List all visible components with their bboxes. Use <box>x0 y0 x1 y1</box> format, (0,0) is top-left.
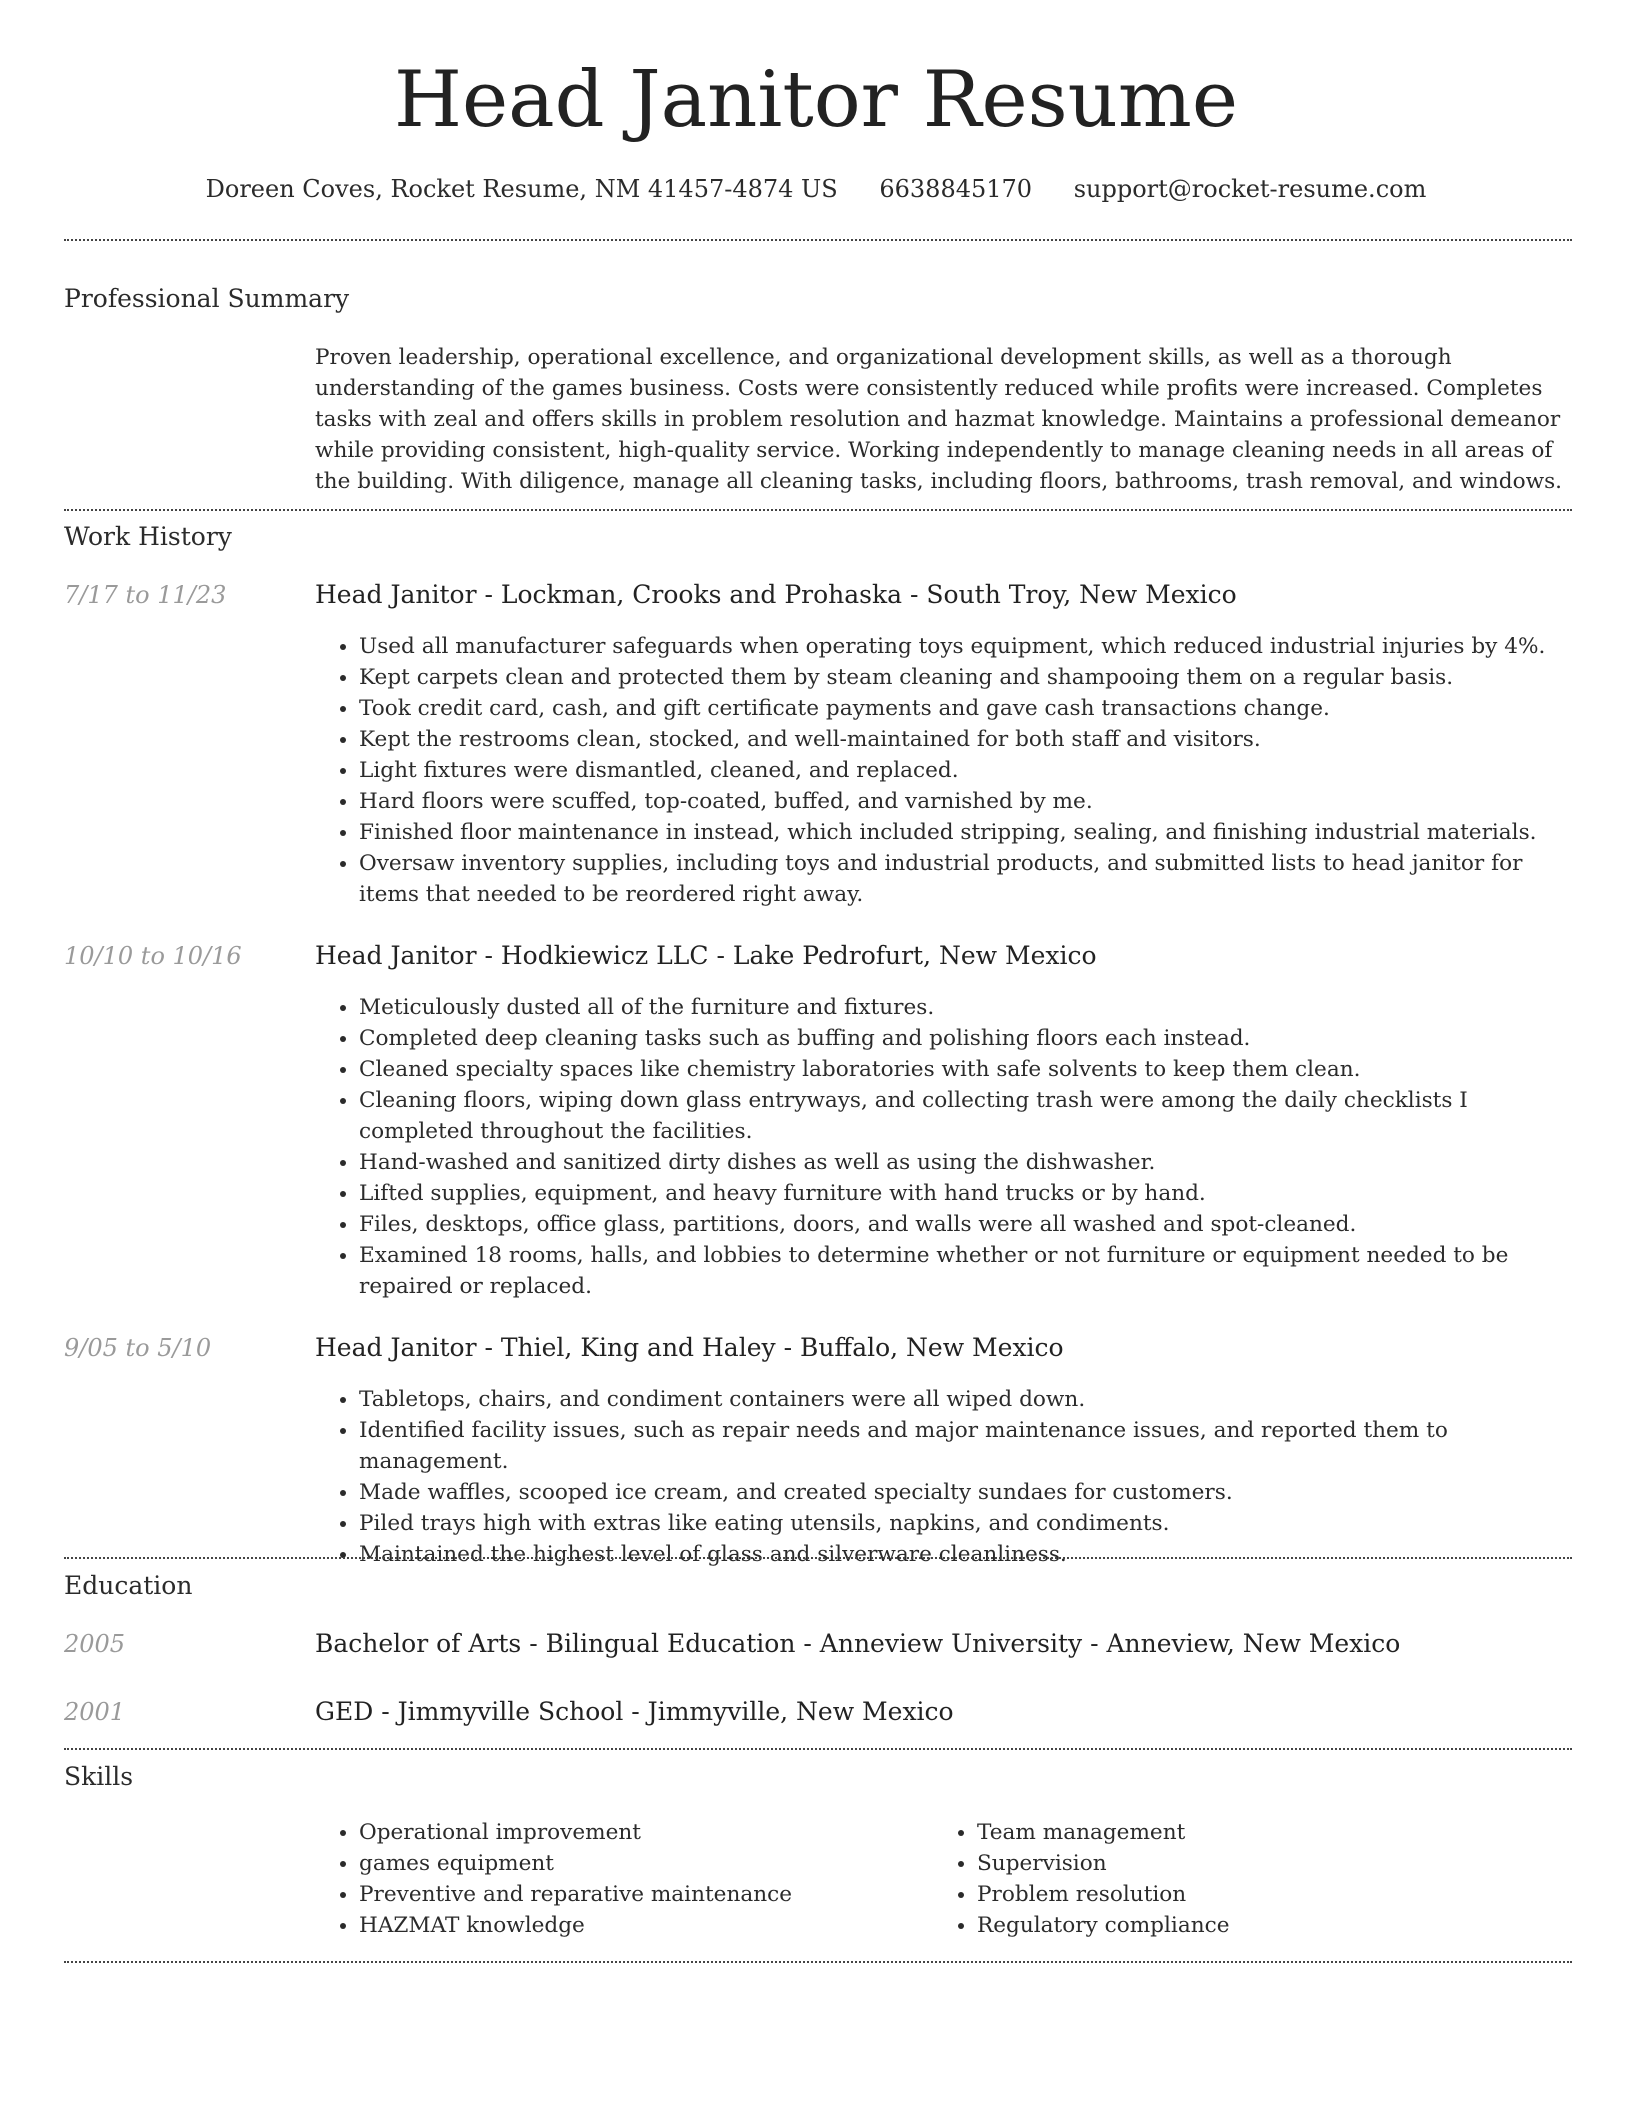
list-item: • Piled trays high with extras like eating utensils, napkins, and condiments. <box>359 1508 1572 1539</box>
education-year: 2001 <box>64 1698 126 1726</box>
list-item: • Hard floors were scuffed, top-coated, buffed, and varnished by me. <box>359 786 1572 817</box>
job-title: Head Janitor - Thiel, King and Haley - Buffalo, New Mexico <box>315 1333 1064 1362</box>
contact-email: support@rocket-resume.com <box>1073 175 1427 203</box>
list-item: • Light fixtures were dismantled, cleaned, and replaced. <box>359 755 1572 786</box>
job-dates: 9/05 to 5/10 <box>64 1334 212 1362</box>
resume-title: Head Janitor Resume <box>393 55 1239 145</box>
section-heading-summary: Professional Summary <box>64 284 350 313</box>
list-item: • Regulatory compliance <box>977 1910 1533 1941</box>
list-item: • Hand-washed and sanitized dirty dishes as well as using the dishwasher. <box>359 1147 1572 1178</box>
list-item: • Completed deep cleaning tasks such as buffing and polishing floors each instead. <box>359 1023 1572 1054</box>
list-item: • Tabletops, chairs, and condiment containers were all wiped down. <box>359 1384 1572 1415</box>
skills-list-right <box>933 1817 1533 1941</box>
list-item: • Finished floor maintenance in instead, which included stripping, sealing, and finishing industrial materials. <box>359 817 1572 848</box>
list-item: • Oversaw inventory supplies, including toys and industrial products, and submitted lists to head janitor for items that needed to be reordered right away. <box>359 848 1572 910</box>
list-item: • Examined 18 rooms, halls, and lobbies to determine whether or not furniture or equipment needed to be repaired or replaced. <box>359 1240 1572 1302</box>
list-item: • Took credit card, cash, and gift certificate payments and gave cash transactions change. <box>359 693 1572 724</box>
contact-phone: 6638845170 <box>879 175 1033 203</box>
job-duties-list <box>315 992 1572 1302</box>
list-item: • Supervision <box>977 1848 1533 1879</box>
job-title: Head Janitor - Lockman, Crooks and Prohaska - South Troy, New Mexico <box>315 580 1237 609</box>
skills-list-left <box>315 1817 915 1941</box>
list-item: • Files, desktops, office glass, partitions, doors, and walls were all washed and spot-cleaned. <box>359 1209 1572 1240</box>
education-entry: GED - Jimmyville School - Jimmyville, New Mexico <box>315 1697 954 1726</box>
education-entry: Bachelor of Arts - Bilingual Education - Anneview University - Anneview, New Mexico <box>315 1629 1401 1658</box>
list-item: • Cleaning floors, wiping down glass entryways, and collecting trash were among the daily checklists I completed throughout the facilities. <box>359 1085 1572 1147</box>
divider <box>64 1961 1572 1963</box>
list-item: • Maintained the highest level of glass and silverware cleanliness. <box>359 1539 1572 1570</box>
section-heading-work-history: Work History <box>64 522 232 551</box>
contact-line <box>0 172 1632 206</box>
education-year: 2005 <box>64 1630 126 1658</box>
job-duties-list <box>315 631 1572 910</box>
section-heading-education: Education <box>64 1571 193 1600</box>
list-item: • Kept carpets clean and protected them by steam cleaning and shampooing them on a regular basis. <box>359 662 1572 693</box>
list-item: • Team management <box>977 1817 1533 1848</box>
list-item: • Operational improvement <box>359 1817 915 1848</box>
job-dates: 10/10 to 10/16 <box>64 942 242 970</box>
list-item: • Made waffles, scooped ice cream, and created specialty sundaes for customers. <box>359 1477 1572 1508</box>
list-item: • games equipment <box>359 1848 915 1879</box>
list-item: • Lifted supplies, equipment, and heavy furniture with hand trucks or by hand. <box>359 1178 1572 1209</box>
job-title: Head Janitor - Hodkiewicz LLC - Lake Pedrofurt, New Mexico <box>315 941 1097 970</box>
job-dates: 7/17 to 11/23 <box>64 581 227 609</box>
list-item: • Preventive and reparative maintenance <box>359 1879 915 1910</box>
list-item: • Problem resolution <box>977 1879 1533 1910</box>
divider <box>64 1557 1572 1559</box>
divider <box>64 1748 1572 1750</box>
section-heading-skills: Skills <box>64 1762 134 1791</box>
list-item: • Identified facility issues, such as repair needs and major maintenance issues, and reported them to management. <box>359 1415 1572 1477</box>
list-item: • Used all manufacturer safeguards when operating toys equipment, which reduced industrial injuries by 4%. <box>359 631 1572 662</box>
divider <box>64 509 1572 511</box>
list-item: • HAZMAT knowledge <box>359 1910 915 1941</box>
list-item: • Meticulously dusted all of the furniture and fixtures. <box>359 992 1572 1023</box>
divider <box>64 239 1572 241</box>
job-duties-list <box>315 1384 1572 1570</box>
contact-address: Doreen Coves, Rocket Resume, NM 41457-4874 US <box>205 175 838 203</box>
summary-text: Proven leadership, operational excellence, and organizational development skills, as well as a thorough understanding of the games business. Costs were consistently reduced while profits were increased. Completes tasks with zeal and offers skills in problem resolution and hazmat knowledge. Maintains a professional demeanor while providing consistent, high-quality service. Working independently to manage cleaning needs in all areas of the building. With diligence, manage all cleaning tasks, including floors, bathrooms, trash removal, and windows. <box>315 345 1563 494</box>
list-item: • Cleaned specialty spaces like chemistry laboratories with safe solvents to keep them clean. <box>359 1054 1572 1085</box>
list-item: • Kept the restrooms clean, stocked, and well-maintained for both staff and visitors. <box>359 724 1572 755</box>
